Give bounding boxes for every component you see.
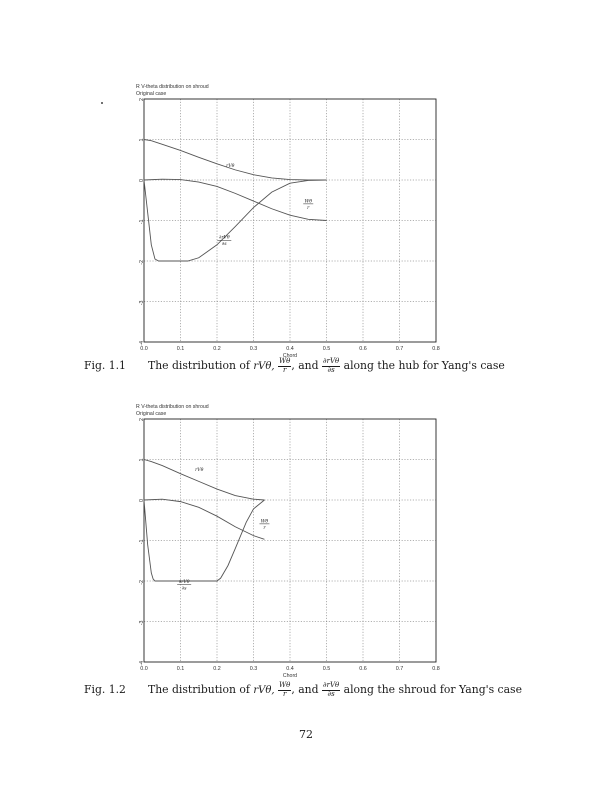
x-tick-label: 0.8	[432, 346, 440, 352]
annotation-w-numerator: Wθ	[304, 199, 312, 205]
figure-1-1	[136, 84, 456, 359]
chart-header	[136, 404, 456, 417]
caption-text-start: The distribution of	[148, 683, 254, 696]
x-tick-label: 0.7	[395, 666, 404, 672]
x-tick-label: 0.6	[359, 346, 367, 352]
y-tick-label: -1	[138, 539, 145, 545]
caption-number: Fig. 1.2	[84, 683, 126, 696]
x-tick-label: 0.5	[322, 346, 331, 352]
y-tick-label: -2	[138, 260, 145, 265]
x-tick-label: 0.7	[395, 346, 404, 352]
y-tick-label: -4	[138, 341, 145, 346]
chart-header	[136, 84, 456, 97]
x-tick-label: 0.4	[286, 666, 294, 672]
series-line-1	[144, 140, 327, 181]
caption-math-w-over-r: $\frac{W\theta}{r}$	[278, 681, 291, 698]
x-tick-label: 0.1	[176, 666, 185, 672]
annotation-w-numerator: Wθ	[260, 519, 269, 525]
y-tick-label: 0	[138, 179, 145, 182]
x-tick-label: 0.0	[140, 666, 148, 672]
annotation-derivative-numerator: ∂rVθ	[178, 580, 190, 586]
y-tick-label: 2	[138, 98, 145, 101]
line-chart	[136, 97, 456, 359]
x-tick-label: 0.6	[359, 666, 367, 672]
caption-text-end: along the hub for Yang's case	[340, 359, 505, 372]
caption-number: Fig. 1.1	[84, 359, 126, 372]
annotation-derivative-numerator: ∂rVθ	[218, 235, 230, 241]
caption-text-start: The distribution of	[148, 359, 254, 372]
y-tick-label: 1	[138, 138, 145, 142]
page-number: 72	[299, 728, 313, 741]
caption-and: , and	[291, 683, 319, 696]
series-line-2	[144, 499, 264, 539]
figure-1-2	[136, 404, 456, 679]
caption-math-derivative: $\frac{\text{∂rVθ}}{\partial s}$	[322, 681, 340, 698]
annotation-rv-theta: rVθ	[195, 467, 204, 473]
y-tick-label: 2	[138, 418, 145, 421]
x-tick-label: 0.5	[322, 666, 331, 672]
chart-title: R V-theta distribution on shroud	[136, 404, 209, 410]
caption-math-rv: rVθ,	[253, 361, 275, 372]
x-axis-title: Chord	[282, 353, 298, 359]
stray-mark	[101, 102, 103, 104]
y-tick-label: -2	[138, 580, 145, 585]
x-axis-title: Chord	[282, 673, 298, 679]
series-line-3	[144, 500, 264, 581]
series-line-2	[144, 179, 327, 220]
line-chart	[136, 417, 456, 679]
y-tick-label: 1	[138, 458, 145, 462]
x-tick-label: 0.8	[432, 666, 440, 672]
annotation-rv-theta: rVθ	[226, 164, 235, 170]
x-tick-label: 0.2	[213, 666, 221, 672]
caption-math-derivative: $\frac{\text{∂rVθ}}{\partial s}$	[322, 357, 340, 374]
annotation-w-denominator: r	[263, 525, 266, 531]
caption-math-w-over-r: $\frac{W\theta}{r}$	[278, 357, 291, 374]
y-tick-label: -3	[138, 620, 145, 626]
caption-text-end: along the shroud for Yang's case	[340, 683, 522, 696]
x-tick-label: 0.3	[249, 346, 258, 352]
x-tick-label: 0.0	[140, 346, 148, 352]
caption-math-rv: rVθ,	[253, 685, 275, 696]
figure-caption-1-1	[84, 358, 554, 374]
chart-title: R V-theta distribution on shroud	[136, 84, 209, 90]
x-tick-label: 0.1	[176, 346, 185, 352]
annotation-w-denominator: r	[307, 205, 310, 211]
y-tick-label: 0	[138, 499, 145, 502]
chart-subtitle: Original case	[136, 90, 167, 97]
figure-caption-1-2	[84, 682, 554, 698]
x-tick-label: 0.3	[249, 666, 258, 672]
y-tick-label: -1	[138, 219, 145, 225]
caption-and: , and	[291, 359, 319, 372]
annotation-derivative-denominator: ∂s	[181, 586, 187, 592]
y-tick-label: -3	[138, 300, 145, 306]
x-tick-label: 0.4	[286, 346, 294, 352]
annotation-derivative-denominator: ∂s	[221, 242, 227, 248]
chart-subtitle: Original case	[136, 410, 167, 417]
x-tick-label: 0.2	[213, 346, 221, 352]
y-tick-label: -4	[138, 661, 145, 666]
series-line-1	[144, 460, 264, 501]
